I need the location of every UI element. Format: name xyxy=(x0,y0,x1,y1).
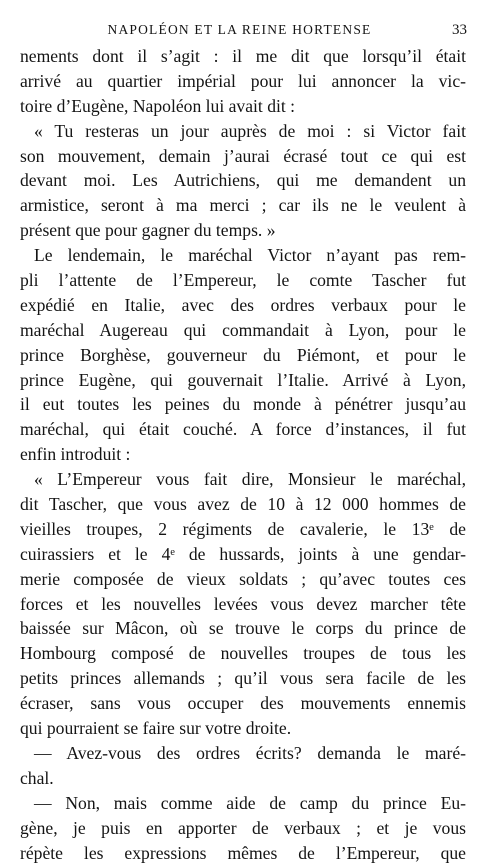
text-line: nements dont il s’agit : il me dit que lorsqu’il était xyxy=(20,44,466,69)
text-line: forces et les nouvelles levées vous devez marcher tête xyxy=(20,592,466,617)
text-line: baissée sur Mâcon, où se trouve le corps du prince de xyxy=(20,616,466,641)
text-line: dit Tascher, que vous avez de 10 à 12 000 hommes de xyxy=(20,492,466,517)
text-line: prince Borghèse, gouverneur du Piémont, et pour le xyxy=(20,343,466,368)
text-line: prince Eugène, qui gouvernait l’Italie. Arrivé à Lyon, xyxy=(20,368,466,393)
text-line: maréchal, qui était couché. A force d’instances, il fut xyxy=(20,417,466,442)
text-line: qui pourraient se faire sur votre droite. xyxy=(20,716,466,741)
text-line: gène, je puis en apporter de verbaux ; et je vous xyxy=(20,816,466,841)
text-line: Le lendemain, le maréchal Victor n’ayant pas rem- xyxy=(20,243,466,268)
text-line: enfin introduit : xyxy=(20,442,466,467)
text-line: chal. xyxy=(20,766,466,791)
text-line: son mouvement, demain j’aurai écrasé tout ce qui est xyxy=(20,144,466,169)
text-line: arrivé au quartier impérial pour lui annoncer la vic- xyxy=(20,69,466,94)
text-line: petits princes allemands ; qu’il vous sera facile de les xyxy=(20,666,466,691)
text-line: « Tu resteras un jour auprès de moi : si Victor fait xyxy=(20,119,466,144)
page-body-text xyxy=(20,44,466,865)
text-line: vieilles troupes, 2 régiments de cavalerie, le 13ᵉ de xyxy=(20,517,466,542)
page-number: 33 xyxy=(452,22,467,38)
page-header xyxy=(0,6,479,36)
text-line: expédié en Italie, avec des ordres verbaux pour le xyxy=(20,293,466,318)
running-title: NAPOLÉON ET LA REINE HORTENSE xyxy=(0,22,479,38)
text-line: il eut toutes les peines du monde à pénétrer jusqu’au xyxy=(20,392,466,417)
text-line: écraser, sans vous occuper des mouvements ennemis xyxy=(20,691,466,716)
text-line: Hombourg composé de nouvelles troupes de tous les xyxy=(20,641,466,666)
text-line: pli l’attente de l’Empereur, le comte Tascher fut xyxy=(20,268,466,293)
text-line: — Non, mais comme aide de camp du prince Eu- xyxy=(20,791,466,816)
text-line: cuirassiers et le 4ᵉ de hussards, joints à une gendar- xyxy=(20,542,466,567)
text-line: merie composée de vieux soldats ; qu’avec toutes ces xyxy=(20,567,466,592)
text-line: toire d’Eugène, Napoléon lui avait dit : xyxy=(20,94,466,119)
text-line: — Avez-vous des ordres écrits? demanda le maré- xyxy=(20,741,466,766)
text-line: répète les expressions mêmes de l’Empereur, que xyxy=(20,841,466,865)
text-line: présent que pour gagner du temps. » xyxy=(20,218,466,243)
text-line: maréchal Augereau qui commandait à Lyon, pour le xyxy=(20,318,466,343)
text-line: devant moi. Les Autrichiens, qui me demandent un xyxy=(20,168,466,193)
text-line: « L’Empereur vous fait dire, Monsieur le maréchal, xyxy=(20,467,466,492)
text-line: armistice, seront à ma merci ; car ils ne le veulent à xyxy=(20,193,466,218)
